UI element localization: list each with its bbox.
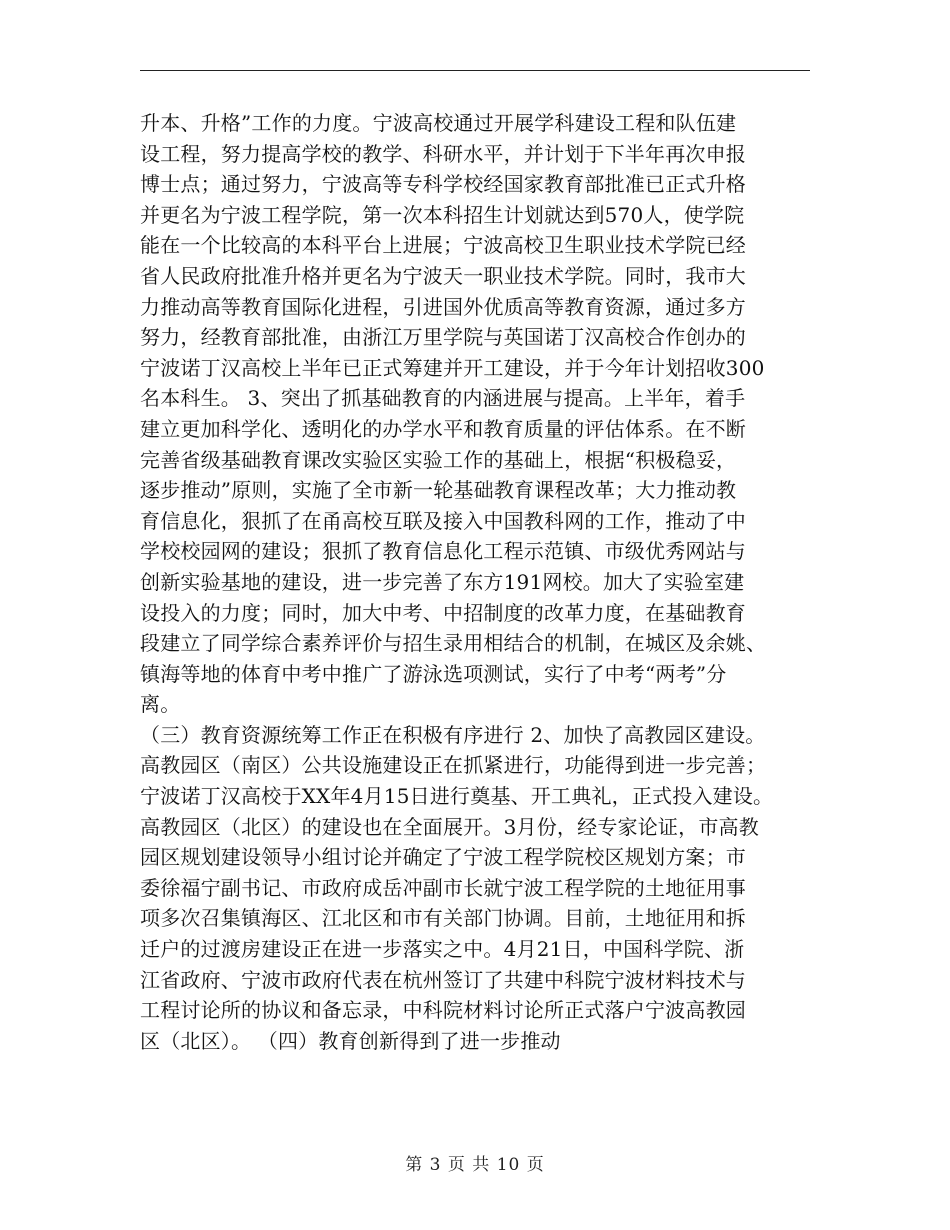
body-line: 名本科生。 3、突出了抓基础教育的内涵进展与提高。上半年，着手	[140, 386, 746, 411]
body-line: 宁波诺丁汉高校上半年已正式筹建并开工建设，并于今年计划招收300	[140, 355, 765, 380]
body-line: 高教园区（南区）公共设施建设正在抓紧进行，功能得到进一步完善；	[140, 753, 767, 778]
body-line: 努力，经教育部批准，由浙江万里学院与英国诺丁汉高校合作创办的	[140, 325, 746, 350]
body-line: 能在一个比较高的本科平台上进展；宁波高校卫生职业技术学院已经	[140, 233, 746, 258]
body-line: 并更名为宁波工程学院，第一次本科招生计划就达到570人，使学院	[140, 202, 745, 227]
page-number-footer: 第 3 页 共 10 页	[405, 1155, 545, 1175]
body-line: 离。	[140, 692, 181, 717]
body-line: 逐步推动”原则，实施了全市新一轮基础教育课程改革；大力推动教	[140, 478, 737, 503]
body-line: 迁户的过渡房建设正在进一步落实之中。4月21日，中国科学院、浙	[140, 937, 745, 962]
body-line: 创新实验基地的建设，进一步完善了东方191网校。加大了实验室建	[140, 569, 745, 594]
body-line: 高教园区（北区）的建设也在全面展开。3月份，经专家论证，市高教	[140, 814, 759, 839]
document-body	[140, 108, 820, 1056]
body-line: 段建立了同学综合素养评价与招生录用相结合的机制，在城区及余姚、	[140, 631, 767, 656]
body-line: 宁波诺丁汉高校于XX年4月15日进行奠基、开工典礼，正式投入建设。	[140, 784, 774, 809]
body-line: 完善省级基础教育课改实验区实验工作的基础上，根据“积极稳妥，	[140, 447, 737, 472]
body-line: 工程讨论所的协议和备忘录，中科院材料讨论所正式落户宁波高教园	[140, 998, 746, 1023]
body-line: 力推动高等教育国际化进程，引进国外优质高等教育资源，通过多方	[140, 294, 746, 319]
body-line: 园区规划建设领导小组讨论并确定了宁波工程学院校区规划方案；市	[140, 845, 746, 870]
body-line: 升本、升格”工作的力度。宁波高校通过开展学科建设工程和队伍建	[140, 111, 737, 135]
body-line: 育信息化，狠抓了在甬高校互联及接入中国教科网的工作，推动了中	[140, 508, 746, 533]
body-line: 建立更加科学化、透明化的办学水平和教育质量的评估体系。在不断	[140, 416, 746, 441]
body-line: 设工程，努力提高学校的教学、科研水平，并计划于下半年再次申报	[140, 141, 746, 166]
body-line: （三）教育资源统筹工作正在积极有序进行 2、加快了高教园区建设。	[140, 722, 766, 747]
body-line: 委徐福宁副书记、市政府成岳冲副市长就宁波工程学院的土地征用事	[140, 875, 746, 900]
body-line: 学校校园网的建设；狠抓了教育信息化工程示范镇、市级优秀网站与	[140, 539, 746, 564]
body-line: 省人民政府批准升格并更名为宁波天一职业技术学院。同时，我市大	[140, 263, 746, 288]
header-rule	[140, 70, 810, 71]
body-line: 镇海等地的体育中考中推广了游泳选项测试，实行了中考“两考”分	[140, 661, 727, 686]
body-line: 设投入的力度；同时，加大中考、中招制度的改革力度，在基础教育	[140, 600, 746, 625]
body-line: 区（北区）。 （四）教育创新得到了进一步推动	[140, 1028, 561, 1053]
body-line: 江省政府、宁波市政府代表在杭州签订了共建中科院宁波材料技术与	[140, 967, 746, 992]
body-line: 项多次召集镇海区、江北区和市有关部门协调。目前，土地征用和拆	[140, 906, 746, 931]
body-line: 博士点；通过努力，宁波高等专科学校经国家教育部批准已正式升格	[140, 172, 746, 197]
